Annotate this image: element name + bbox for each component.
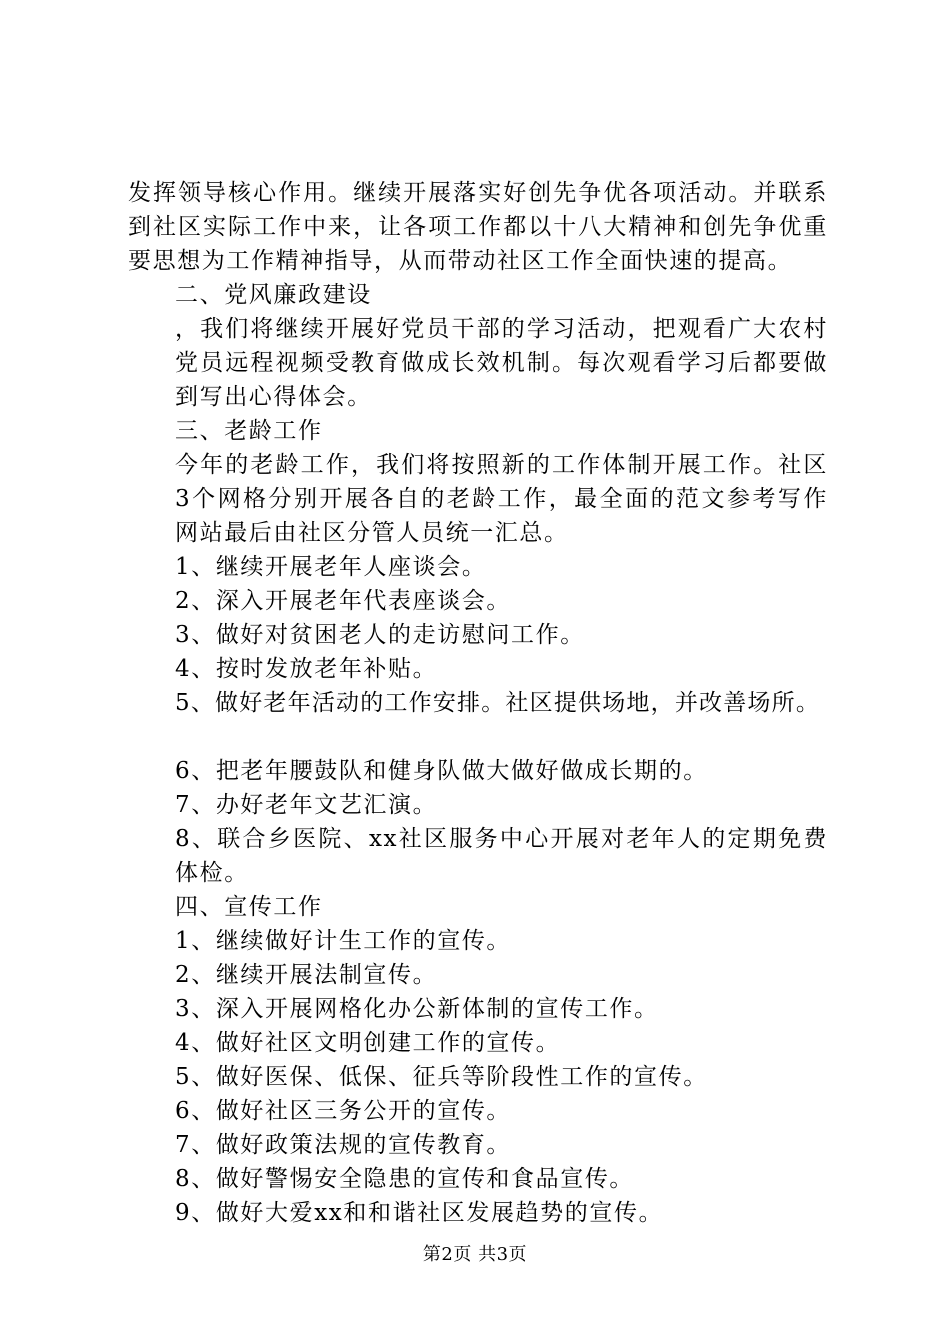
list-item: 3、深入开展网格化办公新体制的宣传工作。	[175, 996, 659, 1022]
list-item: 1、继续开展老年人座谈会。	[175, 554, 487, 580]
list-item: 9、做好大爱xx和和谐社区发展趋势的宣传。	[175, 1200, 664, 1226]
heading-publicity-work: 四、宣传工作	[175, 894, 323, 920]
page-number-footer: 第2页 共3页	[422, 1244, 528, 1265]
list-item: 4、做好社区文明创建工作的宣传。	[175, 1030, 561, 1056]
paragraph-party-conduct: ，我们将继续开展好党员干部的学习活动，把观看广大农村党员远程视频受教育做成长效机制。每次观看学习后都要做到写出心得体会。	[175, 316, 828, 410]
list-item: 6、把老年腰鼓队和健身队做大做好做成长期的。	[175, 758, 708, 784]
list-item: 8、联合乡医院、xx社区服务中心开展对老年人的定期免费体检。	[175, 826, 828, 886]
list-item: 7、做好政策法规的宣传教育。	[175, 1132, 512, 1158]
heading-elderly-work: 三、老龄工作	[175, 418, 323, 444]
document-body	[128, 176, 828, 1230]
list-item: 5、做好老年活动的工作安排。社区提供场地，并改善场所。	[175, 690, 821, 716]
list-item: 2、深入开展老年代表座谈会。	[175, 588, 512, 614]
list-item: 4、按时发放老年补贴。	[175, 656, 438, 682]
list-item: 3、做好对贫困老人的走访慰问工作。	[175, 622, 585, 648]
list-item: 8、做好警惕安全隐患的宣传和食品宣传。	[175, 1166, 635, 1192]
list-item: 1、继续做好计生工作的宣传。	[175, 928, 512, 954]
list-item: 6、做好社区三务公开的宣传。	[175, 1098, 512, 1124]
paragraph-intro: 发挥领导核心作用。继续开展落实好创先争优各项活动。并联系到社区实际工作中来，让各项工作都以十八大精神和创先争优重要思想为工作精神指导，从而带动社区工作全面快速的提高。	[128, 180, 828, 274]
list-item: 5、做好医保、低保、征兵等阶段性工作的宣传。	[175, 1064, 708, 1090]
list-item: 7、办好老年文艺汇演。	[175, 792, 438, 818]
list-item: 2、继续开展法制宣传。	[175, 962, 438, 988]
heading-party-conduct: 二、党风廉政建设	[175, 282, 372, 308]
blank-line	[128, 720, 828, 754]
paragraph-elderly-work: 今年的老龄工作，我们将按照新的工作体制开展工作。社区3个网格分别开展各自的老龄工作，最全面的范文参考写作网站最后由社区分管人员统一汇总。	[175, 452, 828, 546]
